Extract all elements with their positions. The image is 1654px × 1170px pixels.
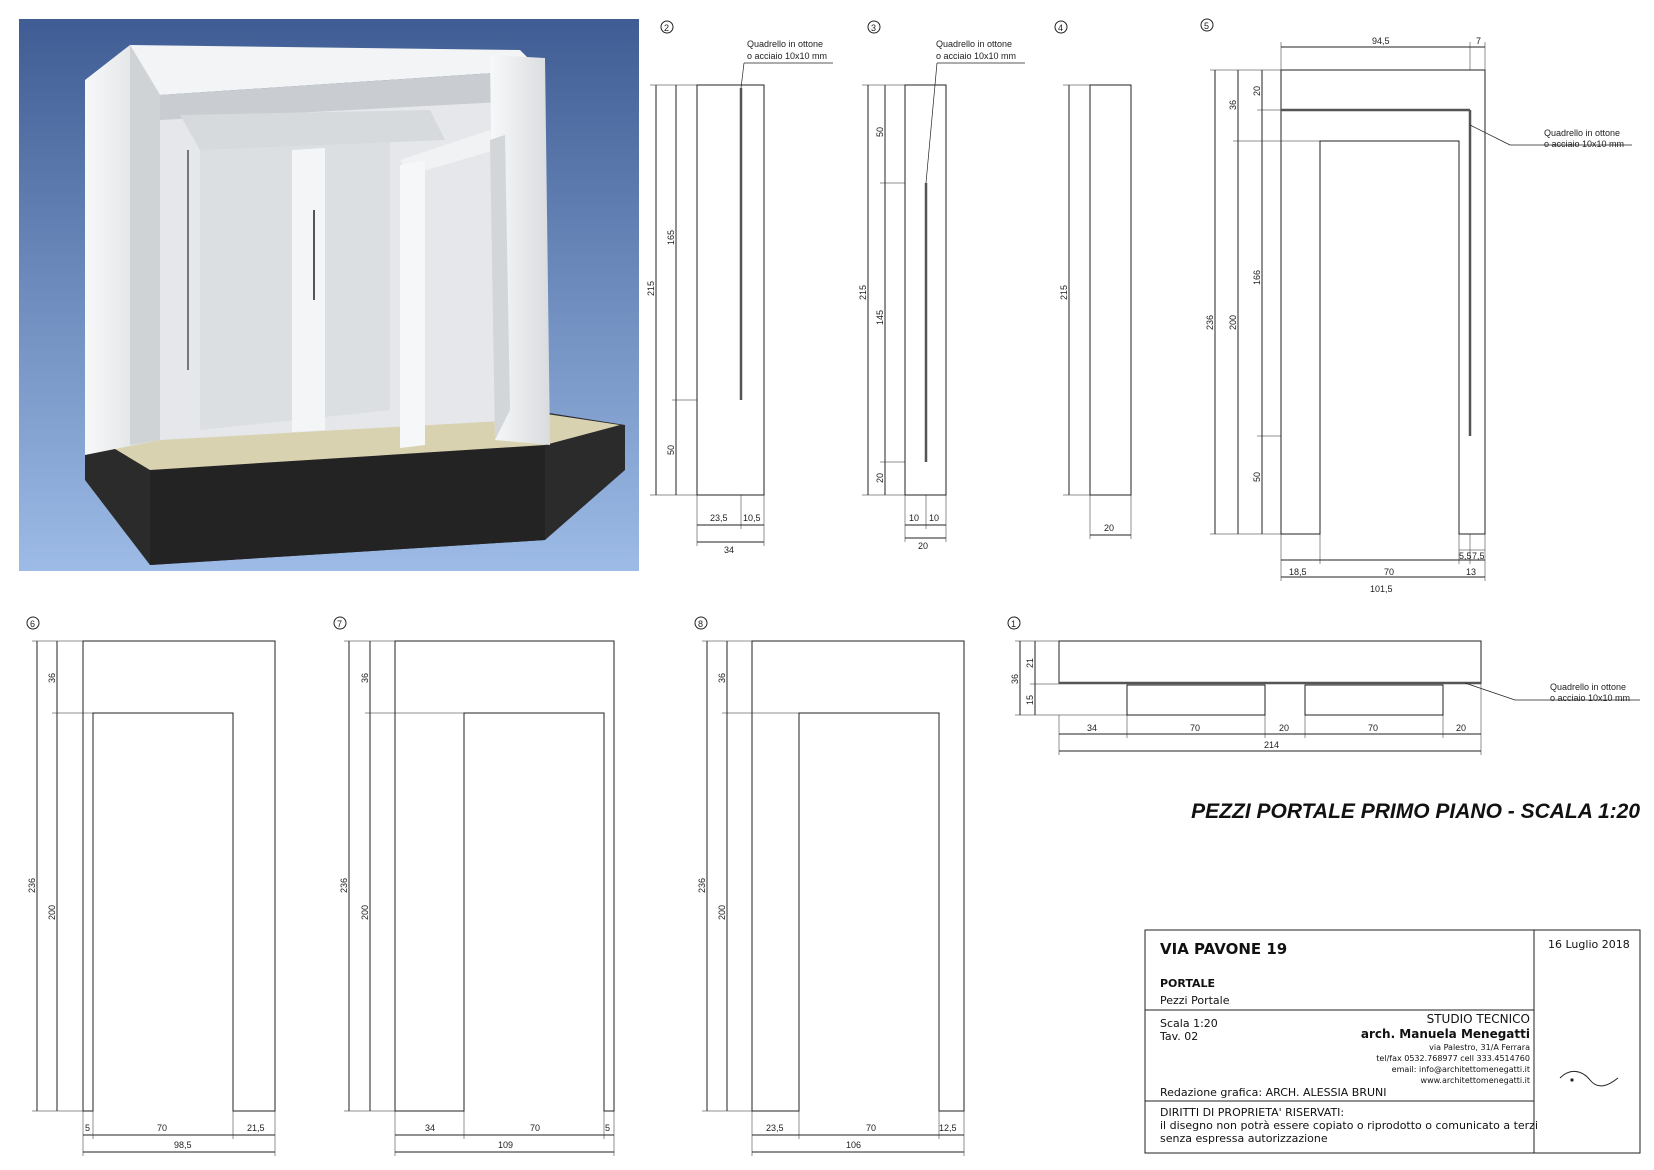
- date: 16 Luglio 2018: [1548, 938, 1630, 951]
- piece-number: 2: [664, 23, 670, 33]
- dim-label: 236: [27, 877, 37, 893]
- piece-1-drawing: [1008, 617, 1640, 755]
- dim-label: 10,5: [743, 513, 761, 523]
- studio-website: www.architettomenegatti.it: [1420, 1076, 1530, 1085]
- piece-6-labels: [27, 619, 265, 1150]
- dim-label: 36: [47, 672, 57, 683]
- dim-label: 101,5: [1370, 584, 1393, 594]
- dim-label: 23,5: [710, 513, 728, 523]
- annotation-line2: o acciaio 10x10 mm: [1550, 693, 1631, 703]
- dim-label: 20: [1279, 723, 1290, 733]
- piece-number: 8: [698, 619, 704, 629]
- dim-label: 36: [360, 672, 370, 683]
- dim-label: 70: [530, 1123, 541, 1133]
- piece-3-labels: [858, 23, 1016, 551]
- dim-label: 166: [1252, 269, 1262, 285]
- annotation-line2: o acciaio 10x10 mm: [936, 51, 1017, 61]
- studio-address: via Palestro, 31/A Ferrara: [1429, 1043, 1530, 1052]
- dim-label: 109: [498, 1140, 514, 1150]
- piece-2-labels: [646, 23, 827, 555]
- dim-label: 21,5: [247, 1123, 265, 1133]
- dim-label: 5: [85, 1123, 91, 1133]
- dim-label: 20: [1104, 523, 1115, 533]
- dim-label: 7: [1476, 36, 1482, 46]
- piece-8-labels: [697, 619, 957, 1150]
- dim-label: 70: [1190, 723, 1201, 733]
- dim-label: 200: [717, 904, 727, 920]
- dim-label: 98,5: [174, 1140, 192, 1150]
- dim-label: 20: [918, 541, 929, 551]
- piece-4-labels: [1058, 23, 1114, 533]
- dim-label: 106: [846, 1140, 862, 1150]
- dim-label: 50: [1252, 471, 1262, 482]
- annotation-line1: Quadrello in ottone: [1550, 682, 1627, 692]
- annotation-line1: Quadrello in ottone: [747, 39, 824, 49]
- piece-number: 1: [1011, 619, 1017, 629]
- rights-line1: il disegno non potrà essere copiato o riprodotto o comunicato a terzi: [1160, 1119, 1539, 1132]
- rights-title: DIRITTI DI PROPRIETA' RISERVATI:: [1160, 1106, 1345, 1119]
- dim-label: 13: [1466, 567, 1477, 577]
- piece-number: 3: [871, 23, 877, 33]
- dim-label: 20: [1252, 85, 1262, 96]
- piece-number: 5: [1204, 21, 1210, 31]
- piece-7-labels: [337, 619, 610, 1150]
- dim-label: 15: [1025, 694, 1035, 705]
- dim-label: 20: [1456, 723, 1467, 733]
- annotation-line2: o acciaio 10x10 mm: [747, 51, 828, 61]
- signature-mark: [1560, 1071, 1618, 1086]
- dim-label: 36: [1010, 673, 1020, 684]
- dim-label: 70: [157, 1123, 168, 1133]
- studio-email: email: info@architettomenegatti.it: [1391, 1065, 1530, 1074]
- subtitle: Pezzi Portale: [1160, 994, 1230, 1007]
- dim-label: 70: [1384, 567, 1395, 577]
- studio-phone: tel/fax 0532.768977 cell 333.4514760: [1376, 1054, 1530, 1063]
- dim-label: 200: [360, 904, 370, 920]
- scale: Scala 1:20: [1160, 1017, 1218, 1030]
- annotation-line1: Quadrello in ottone: [1544, 128, 1621, 138]
- dim-label: 236: [1205, 314, 1215, 330]
- dim-label: 70: [1368, 723, 1379, 733]
- architect-name: arch. Manuela Menegatti: [1360, 1027, 1530, 1041]
- piece-number: 4: [1058, 23, 1064, 33]
- dim-label: 5: [605, 1123, 611, 1133]
- piece-7-drawing: [334, 617, 614, 1156]
- dim-label: 20: [875, 472, 885, 483]
- title-block: [1145, 930, 1640, 1153]
- piece-number: 6: [30, 619, 36, 629]
- dim-label: 10: [929, 513, 940, 523]
- dim-label: 23,5: [766, 1123, 784, 1133]
- dim-label: 36: [717, 672, 727, 683]
- rights-line2: senza espressa autorizzazione: [1160, 1132, 1328, 1145]
- dim-label: 10: [909, 513, 920, 523]
- dim-label: 215: [1059, 284, 1069, 300]
- dim-label: 215: [858, 284, 868, 300]
- dim-label: 200: [47, 904, 57, 920]
- dim-label: 34: [724, 545, 735, 555]
- dim-label: 34: [425, 1123, 436, 1133]
- dim-label: 18,5: [1289, 567, 1307, 577]
- piece-8-drawing: [695, 617, 964, 1156]
- dim-label: 236: [339, 877, 349, 893]
- dim-label: 200: [1228, 314, 1238, 330]
- render-3d-view: [19, 19, 639, 571]
- annotation-line1: Quadrello in ottone: [936, 39, 1013, 49]
- piece-6-drawing: [27, 617, 275, 1156]
- piece-4-drawing: [1055, 21, 1131, 539]
- piece-5-drawing: [1201, 19, 1632, 581]
- subject: PORTALE: [1160, 977, 1216, 990]
- dim-label: 165: [666, 229, 676, 245]
- dim-label: 12,5: [939, 1123, 957, 1133]
- annotation-line2: o acciaio 10x10 mm: [1544, 139, 1625, 149]
- dim-label: 36: [1228, 99, 1238, 110]
- dim-label: 50: [875, 126, 885, 137]
- piece-5-labels: [1204, 21, 1624, 594]
- piece-2-drawing: [650, 21, 833, 546]
- studio-name: STUDIO TECNICO: [1426, 1012, 1530, 1026]
- dim-label: 34: [1087, 723, 1098, 733]
- dim-label: 94,5: [1372, 36, 1390, 46]
- dim-label: 70: [866, 1123, 877, 1133]
- dim-label: 145: [875, 309, 885, 325]
- graphics-credit: Redazione grafica: ARCH. ALESSIA BRUNI: [1160, 1086, 1387, 1099]
- piece-number: 7: [337, 619, 343, 629]
- piece-3-drawing: [862, 21, 1025, 542]
- dim-label: 215: [646, 280, 656, 296]
- sheet-title: PEZZI PORTALE PRIMO PIANO - SCALA 1:20: [1191, 800, 1640, 823]
- dim-label: 21: [1025, 657, 1035, 668]
- dim-label: 7,5: [1472, 551, 1485, 561]
- project-name: VIA PAVONE 19: [1160, 940, 1288, 958]
- dim-label: 214: [1264, 740, 1280, 750]
- dim-label: 236: [697, 877, 707, 893]
- dim-label: 50: [666, 444, 676, 455]
- sheet-number: Tav. 02: [1160, 1030, 1199, 1043]
- dim-label: 5,5: [1459, 551, 1472, 561]
